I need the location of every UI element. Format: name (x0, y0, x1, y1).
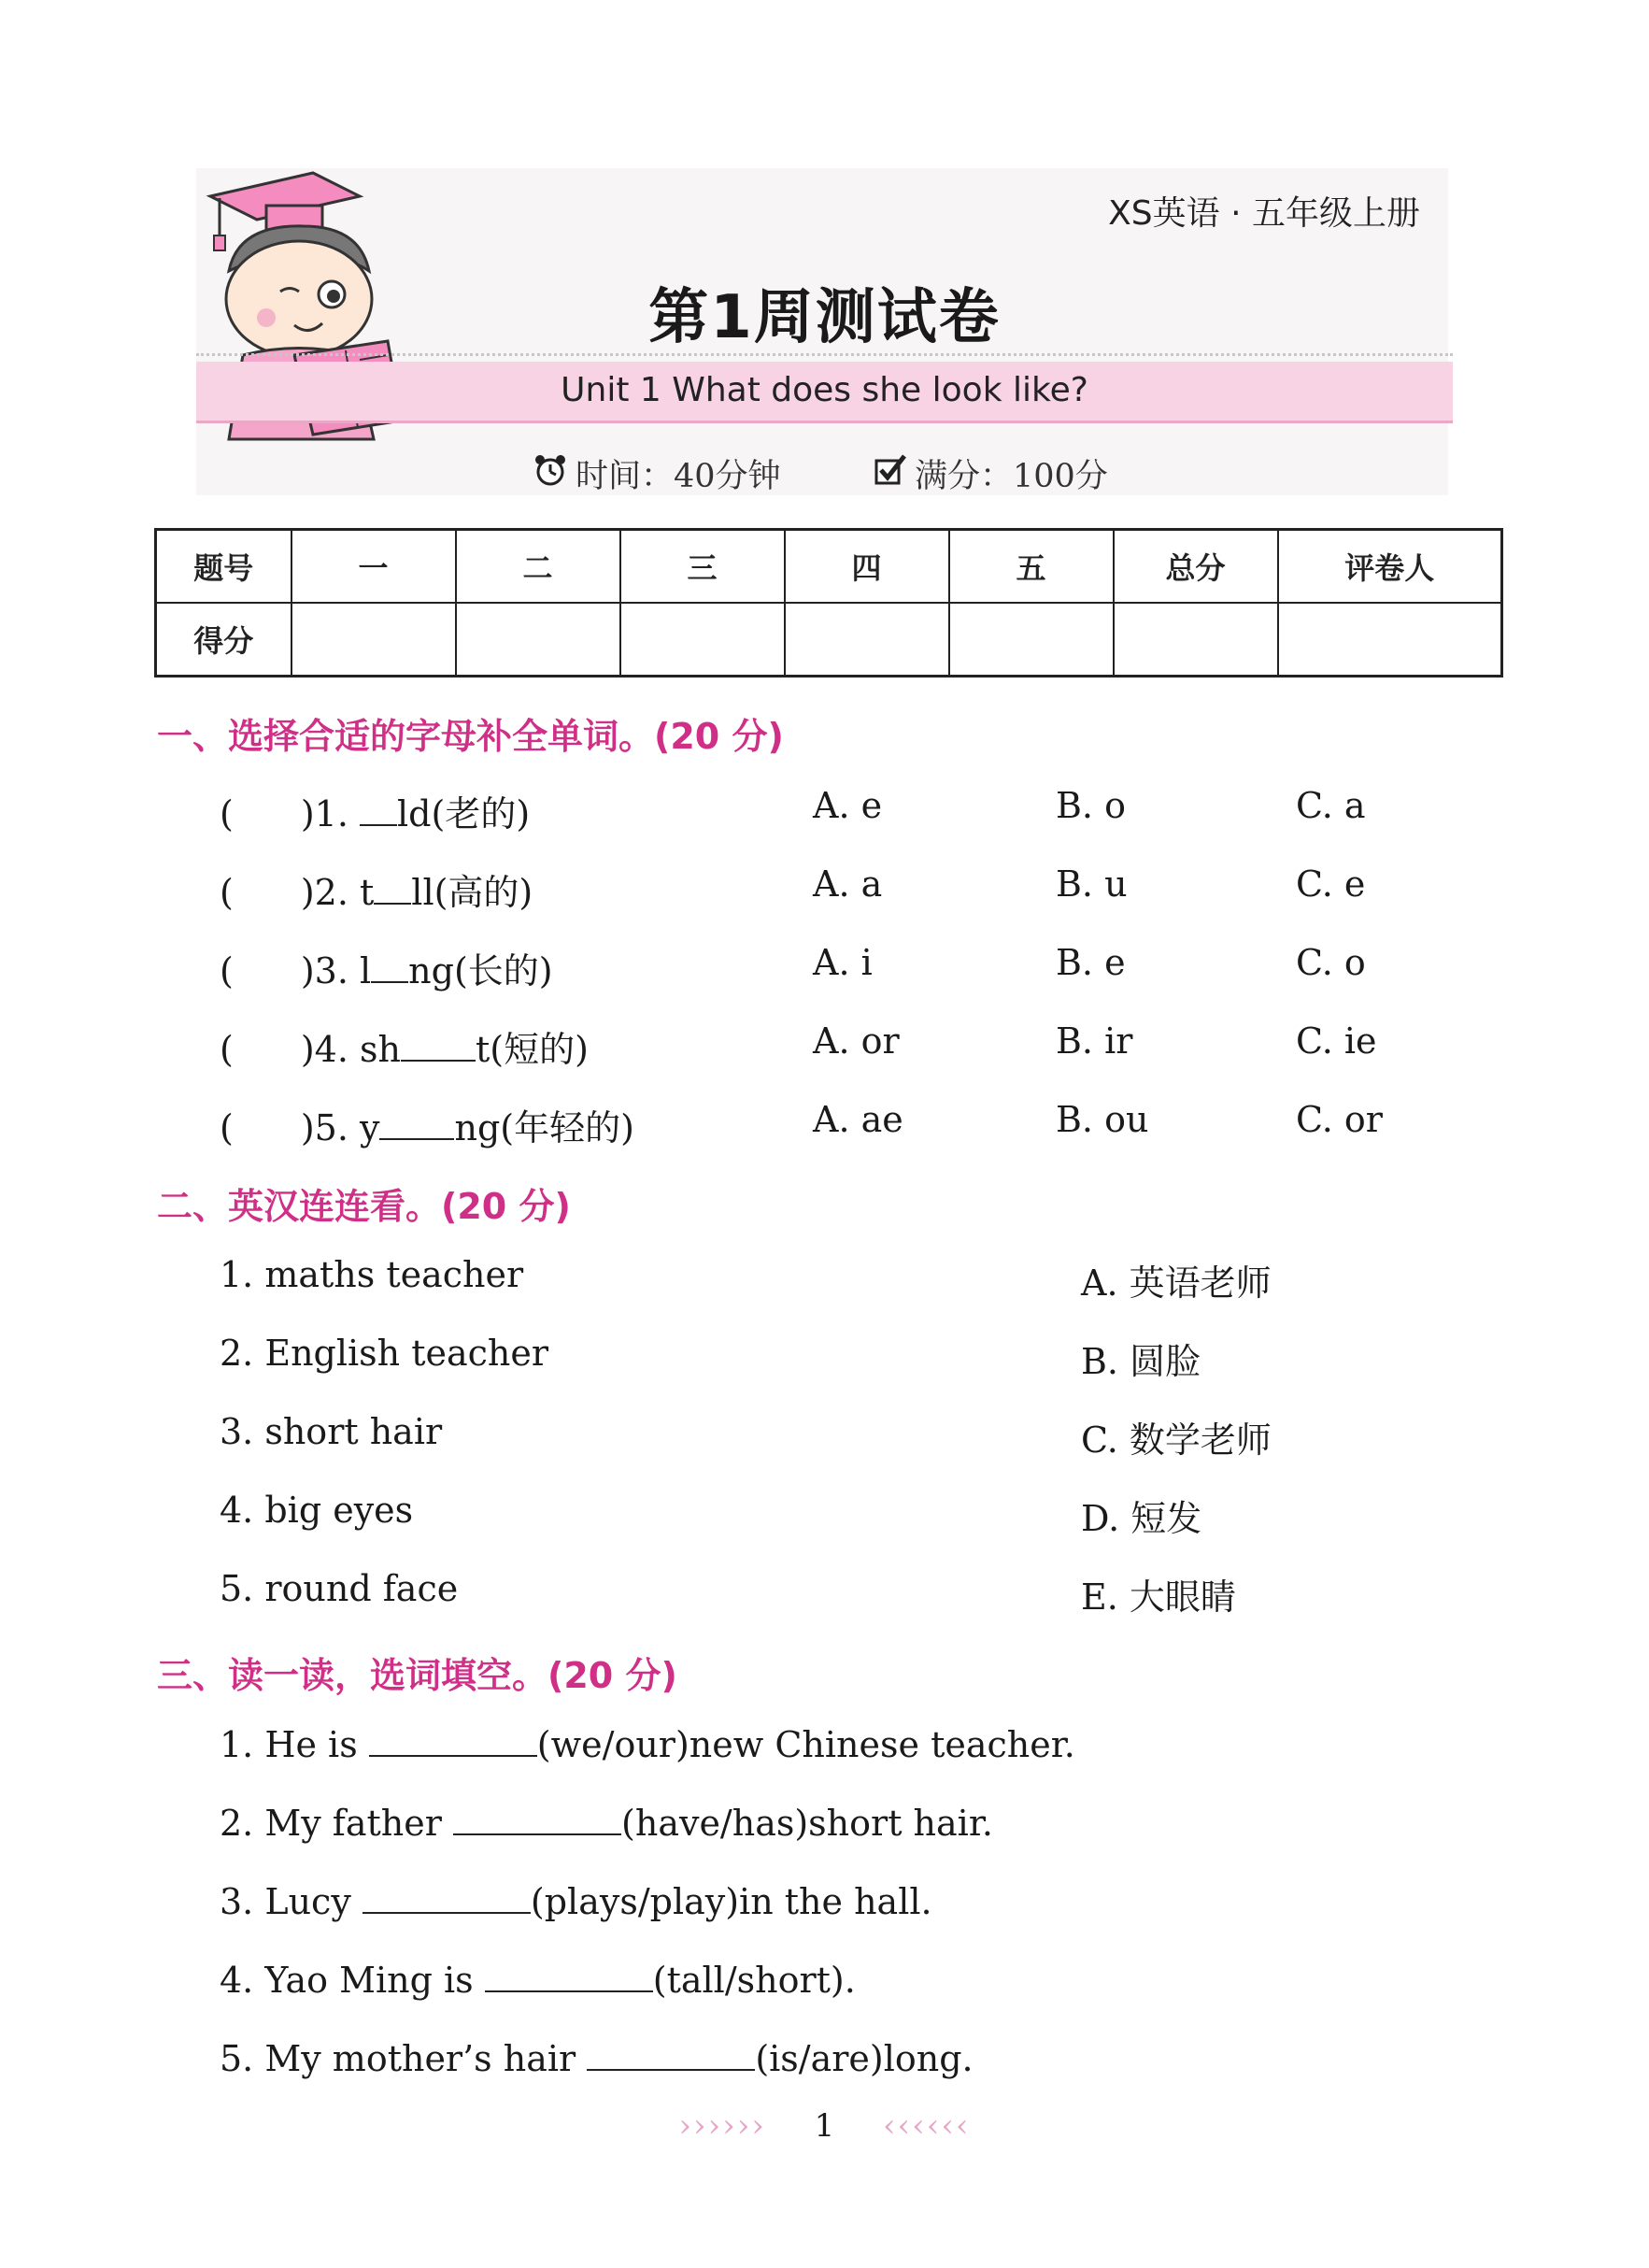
fill-in-item: 2. My father (have/has)short hair. (220, 1803, 993, 1844)
option-a[interactable]: A. a (813, 863, 883, 905)
table-score-row (156, 603, 1502, 677)
time-text: 时间：40分钟 (576, 458, 781, 495)
option-a[interactable]: A. or (813, 1020, 900, 1062)
score-cell[interactable] (456, 603, 620, 677)
answer-blank[interactable] (453, 1805, 621, 1835)
table-cell: 一 (291, 530, 456, 604)
score-cell[interactable] (291, 603, 456, 677)
right-arrows-decoration: ‹‹‹‹‹‹ (882, 2107, 971, 2145)
checkbox-icon (874, 453, 907, 495)
answer-blank[interactable] (587, 2041, 755, 2071)
match-left-item[interactable]: 1. maths teacher (220, 1254, 524, 1295)
option-b[interactable]: B. ou (1056, 1099, 1149, 1140)
section-title: 二、英汉连连看。(20 分) (157, 1186, 571, 1227)
table-cell: 得分 (156, 603, 291, 677)
match-left-item[interactable]: 2. English teacher (220, 1333, 549, 1374)
score-table (154, 528, 1503, 678)
table-header-row (156, 530, 1502, 604)
fill-in-item: 1. He is (we/our)new Chinese teacher. (220, 1724, 1075, 1765)
table-cell: 题号 (156, 530, 291, 604)
left-arrows-decoration: ›››››› (678, 2107, 767, 2145)
option-a[interactable]: A. i (813, 942, 873, 983)
alarm-clock-icon (533, 452, 568, 496)
question-item: ( )4. sh t(短的) (220, 1029, 589, 1070)
option-c[interactable]: C. or (1296, 1099, 1383, 1140)
series-label: XS英语 · 五年级上册 (1108, 194, 1420, 233)
table-cell: 三 (620, 530, 785, 604)
option-c[interactable]: C. o (1296, 942, 1366, 983)
fill-in-item: 5. My mother’s hair (is/are)long. (220, 2038, 974, 2079)
table-cell: 四 (785, 530, 949, 604)
answer-blank[interactable] (379, 1110, 454, 1140)
match-right-item[interactable]: E. 大眼睛 (1081, 1576, 1236, 1618)
fill-in-item: 3. Lucy (plays/play)in the hall. (220, 1881, 932, 1922)
answer-blank[interactable] (360, 796, 397, 826)
option-b[interactable]: B. ir (1056, 1020, 1133, 1062)
answer-blank[interactable] (369, 1727, 537, 1757)
option-b[interactable]: B. u (1056, 863, 1128, 905)
option-a[interactable]: A. ae (813, 1099, 903, 1140)
table-cell: 二 (456, 530, 620, 604)
answer-blank[interactable] (485, 1962, 653, 1992)
match-left-item[interactable]: 5. round face (220, 1568, 459, 1609)
question-item: ( )2. t ll(高的) (220, 872, 533, 913)
answer-blank[interactable] (401, 1032, 476, 1062)
page-title: 第1周测试卷 (648, 283, 1001, 352)
section-title: 三、读一读，选词填空。(20 分) (157, 1655, 677, 1696)
option-b[interactable]: B. e (1056, 942, 1126, 983)
page-footer (0, 2107, 1649, 2145)
option-c[interactable]: C. a (1296, 785, 1366, 826)
question-item: ( )1. ld(老的) (220, 793, 531, 834)
question-item: ( )5. y ng(年轻的) (220, 1107, 634, 1148)
score-cell[interactable] (785, 603, 949, 677)
table-cell: 总分 (1114, 530, 1278, 604)
option-c[interactable]: C. ie (1296, 1020, 1377, 1062)
match-right-item[interactable]: C. 数学老师 (1081, 1419, 1272, 1461)
option-b[interactable]: B. o (1056, 785, 1126, 826)
match-right-item[interactable]: A. 英语老师 (1081, 1262, 1272, 1304)
match-right-item[interactable]: B. 圆脸 (1081, 1341, 1201, 1382)
match-right-item[interactable]: D. 短发 (1081, 1498, 1202, 1539)
full-score-info (874, 450, 1108, 497)
option-c[interactable]: C. e (1296, 863, 1366, 905)
option-a[interactable]: A. e (813, 785, 883, 826)
fill-in-item: 4. Yao Ming is (tall/short). (220, 1960, 856, 2001)
score-cell[interactable] (1278, 603, 1502, 677)
time-info (533, 450, 781, 497)
match-left-item[interactable]: 4. big eyes (220, 1490, 414, 1531)
table-cell: 五 (949, 530, 1114, 604)
answer-blank[interactable] (362, 1884, 531, 1914)
answer-blank[interactable] (374, 875, 411, 905)
score-cell[interactable] (620, 603, 785, 677)
section-title: 一、选择合适的字母补全单词。(20 分) (157, 716, 784, 757)
full-score-text: 满分：100分 (915, 458, 1108, 495)
match-left-item[interactable]: 3. short hair (220, 1411, 443, 1452)
answer-blank[interactable] (371, 953, 408, 983)
table-cell: 评卷人 (1278, 530, 1502, 604)
unit-title: Unit 1 What does she look like? (561, 371, 1088, 409)
score-cell[interactable] (949, 603, 1114, 677)
divider (196, 353, 1453, 356)
page-number: 1 (814, 2107, 835, 2145)
question-item: ( )3. l ng(长的) (220, 950, 553, 991)
score-cell[interactable] (1114, 603, 1278, 677)
